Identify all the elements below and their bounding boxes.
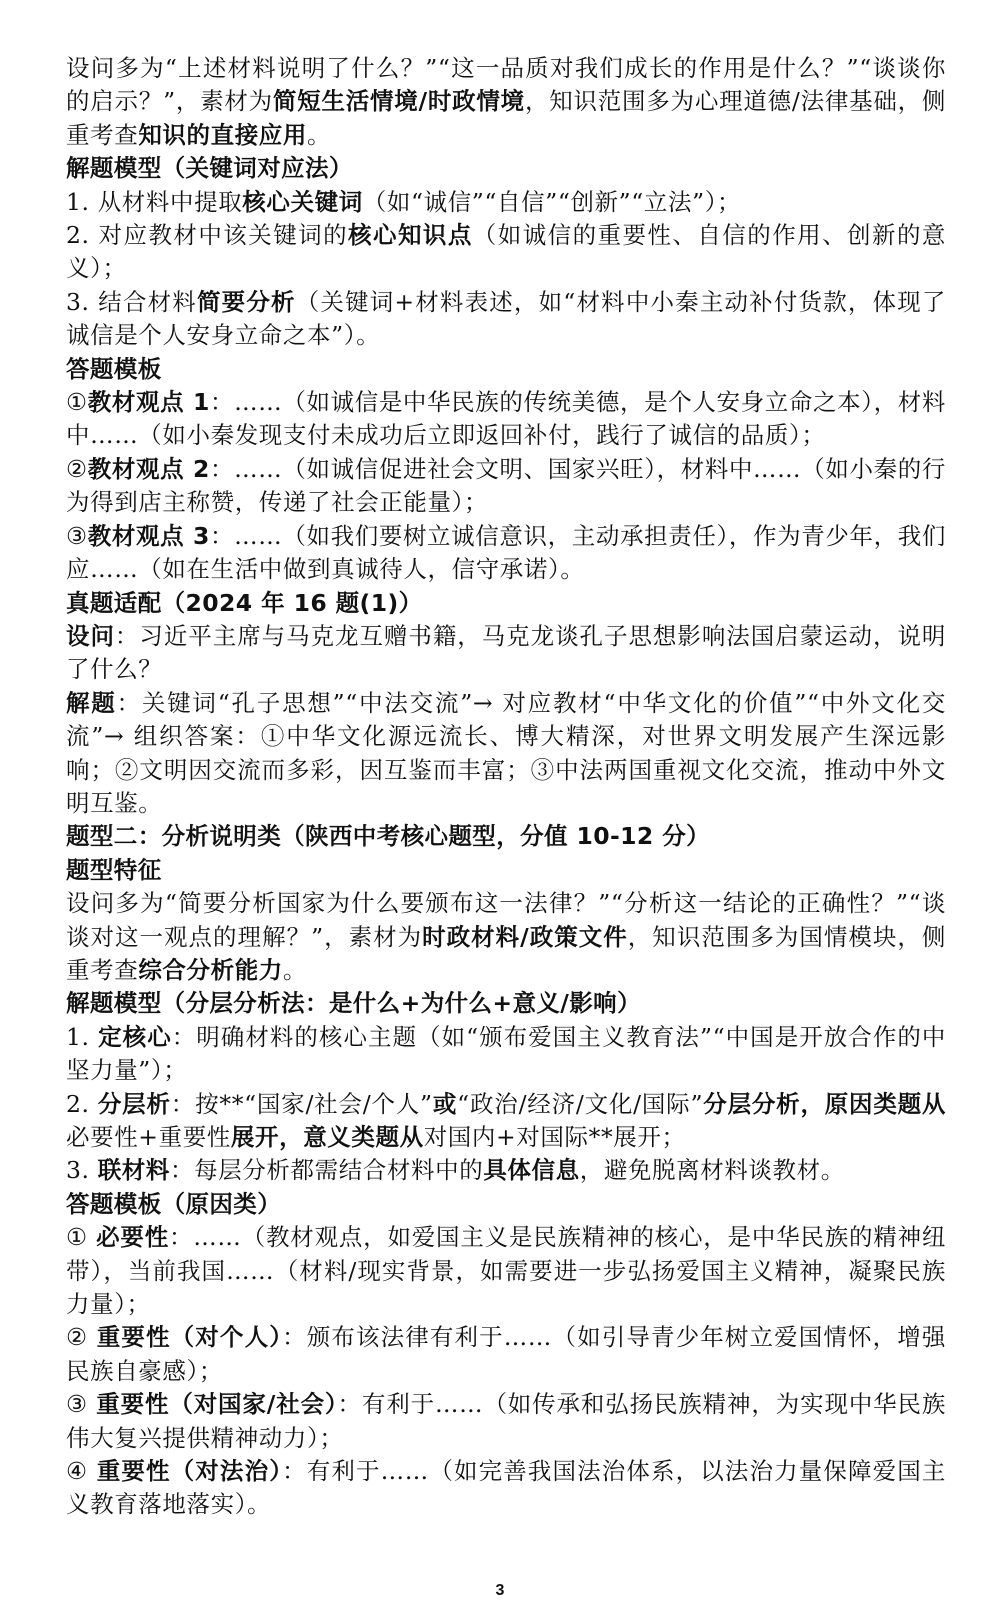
layer-step-3 <box>66 1154 946 1187</box>
text-run: ：……（如诚信是中华民族的传统美德，是个人安身立命之本），材料中……（如小秦发现支付未成功后立即返回补付，践行了诚信的品质）； <box>66 388 946 450</box>
bold-term: 具体信息 <box>483 1156 580 1185</box>
layer-step-1 <box>66 1021 946 1088</box>
heading-answer-template-1 <box>66 353 946 386</box>
text-run: （关键词+材料表述，如“材料中小秦主动补付货款，体现了诚信是个人安身立命之本”）。 <box>66 287 947 350</box>
text-run: ：每层分析都需结合材料中的 <box>170 1156 484 1185</box>
real-exam-solution <box>66 687 946 821</box>
text-run: （如诚信的重要性、自信的作用、创新的意义）； <box>66 221 946 283</box>
text-run: “政治/经济/文化/国际” <box>457 1089 704 1118</box>
real-exam-question <box>66 620 946 687</box>
text-run: 。 <box>307 120 332 149</box>
bold-term: 简要分析 <box>196 287 296 316</box>
bold-term: 教材观点 2 <box>87 454 210 483</box>
text-run: 解题模型（关键词对应法） <box>66 154 353 183</box>
bold-term: 综合分析能力 <box>138 955 283 984</box>
text-run: ：……（教材观点，如爱国主义是民族精神的核心，是中华民族的精神纽带），当前我国……（材料/现实背景，如需要进一步弘扬爱国主义精神，凝聚民族力量）； <box>66 1223 946 1319</box>
text-run: 必要性+重要性 <box>66 1123 231 1151</box>
text-run: ：关键词“孔子思想”“中法交流”→ 对应教材“中华文化的价值”“中外文化交流”→ 组织答案：①中华文化源远流长、博大精深，对世界文明发展产生深远影响；②文明因交流而多彩，因互鉴而丰富；③中法两国重视文化交流，推动中外文明互鉴。 <box>66 688 946 817</box>
bold-term: 设问 <box>66 621 115 650</box>
text-run: 对国内+对国际**展开； <box>423 1123 686 1151</box>
bold-term: 教材观点 3 <box>87 521 210 550</box>
text-run: ：习近平主席与马克龙互赠书籍，马克龙谈孔子思想影响法国启蒙运动，说明了什么？ <box>66 621 947 684</box>
text-run: ，知识范围多为国情模块，侧重考查 <box>66 922 946 984</box>
text-run: 设问多为“简要分析国家为什么要颁布这一法律？”“分析这一结论的正确性？”“谈谈对这一观点的理解？”，素材为 <box>66 889 946 951</box>
text-run: 答题模板（原因类） <box>66 1189 282 1218</box>
text-run: ：有利于……（如完善我国法治体系，以法治力量保障爱国主义教育落地落实）。 <box>66 1457 946 1519</box>
intro-features-paragraph <box>66 52 946 152</box>
step-1-paragraph <box>66 186 946 219</box>
bold-term: 联材料 <box>97 1156 171 1185</box>
bold-term: 展开，意义类题从 <box>230 1123 424 1151</box>
text-run: 解题模型（分层分析法：是什么+为什么+意义/影响） <box>66 989 641 1018</box>
text-run: ，避免脱离材料谈教材。 <box>579 1156 845 1185</box>
bold-term: 核心关键词 <box>242 187 363 216</box>
text-run: 2. 对应教材中该关键词的 <box>66 221 349 250</box>
text-run: ：有利于……（如传承和弘扬民族精神，为实现中华民族伟大复兴提供精神动力）； <box>66 1390 946 1452</box>
text-run: 题型特征 <box>66 855 162 884</box>
text-run: ：……（如我们要树立诚信意识，主动承担责任），作为青少年，我们应……（如在生活中做到真诚待人，信守承诺）。 <box>66 521 946 584</box>
text-run: ：颁布该法律有利于……（如引导青少年树立爱国情怀，增强民族自豪感）； <box>66 1323 946 1385</box>
document-page <box>66 52 946 1522</box>
text-run: ④ <box>66 1457 97 1486</box>
text-run: 3. 结合材料 <box>66 287 197 316</box>
bold-term: 定核心 <box>98 1022 172 1051</box>
bold-term: 重要性（对法治） <box>96 1457 283 1486</box>
text-run: ：按**“国家/社会/个人” <box>170 1089 433 1118</box>
page-number: 3 <box>495 1582 505 1599</box>
bold-term: 分层析 <box>97 1089 171 1118</box>
text-run: ③ <box>66 1390 97 1419</box>
layer-step-2 <box>66 1088 946 1155</box>
heading-real-exam <box>66 587 946 620</box>
template-point-2 <box>66 453 946 520</box>
bold-term: 重要性（对国家/社会） <box>96 1390 338 1419</box>
text-run: ，知识范围多为心理道德/法律基础，侧重考查 <box>66 87 947 149</box>
text-run: 答题模板 <box>66 354 162 383</box>
step-3-paragraph <box>66 286 946 353</box>
heading-solving-model-2 <box>66 987 946 1020</box>
text-run: ① <box>66 388 88 417</box>
bold-term: 解题 <box>66 688 117 717</box>
text-run: 设问多为“上述材料说明了什么？”“这一品质对我们成长的作用是什么？”“谈谈你的启示？”，素材为 <box>66 54 946 116</box>
bold-term: 简短生活情境/时政情境 <box>272 87 525 116</box>
type-2-features-paragraph <box>66 887 946 987</box>
bold-term: 或 <box>432 1089 458 1118</box>
text-run: 真题适配（2024 年 16 题(1)） <box>66 588 423 617</box>
text-run: 。 <box>282 955 308 984</box>
bold-term: 时政材料/政策文件 <box>422 922 628 951</box>
heading-answer-template-reason <box>66 1188 946 1221</box>
text-run: ② <box>66 454 88 483</box>
reason-point-4 <box>66 1455 946 1522</box>
heading-solving-model-1 <box>66 152 946 185</box>
reason-point-1 <box>66 1221 946 1321</box>
text-run: ：……（如诚信促进社会文明、国家兴旺），材料中……（如小秦的行为得到店主称赞，传递了社会正能量）； <box>66 454 947 517</box>
heading-type-features <box>66 854 946 887</box>
reason-point-2 <box>66 1321 946 1388</box>
bold-term: 分层分析，原因类题从 <box>703 1089 947 1118</box>
text-run: ：明确材料的核心主题（如“颁布爱国主义教育法”“中国是开放合作的中坚力量”）； <box>66 1022 946 1085</box>
bold-term: 重要性（对个人） <box>96 1323 283 1352</box>
text-run: ③ <box>66 521 88 550</box>
text-run: （如“诚信”“自信”“创新”“立法”）； <box>362 187 742 216</box>
reason-point-3 <box>66 1388 946 1455</box>
text-run: 2. <box>66 1089 98 1118</box>
text-run: 1. 从材料中提取 <box>66 187 243 216</box>
bold-term: 知识的直接应用 <box>138 120 308 149</box>
heading-question-type-2 <box>66 820 946 853</box>
text-run: 题型二：分析说明类（陕西中考核心题型，分值 10-12 分） <box>66 822 711 851</box>
template-point-3 <box>66 520 946 587</box>
text-run: ② <box>66 1323 97 1352</box>
text-run: 1. <box>66 1022 99 1051</box>
bold-term: 必要性 <box>96 1223 170 1252</box>
text-run: ① <box>66 1223 97 1252</box>
bold-term: 教材观点 1 <box>87 388 210 417</box>
step-2-paragraph <box>66 219 946 286</box>
bold-term: 核心知识点 <box>348 221 473 250</box>
template-point-1 <box>66 386 946 453</box>
text-run: 3. <box>66 1156 98 1185</box>
